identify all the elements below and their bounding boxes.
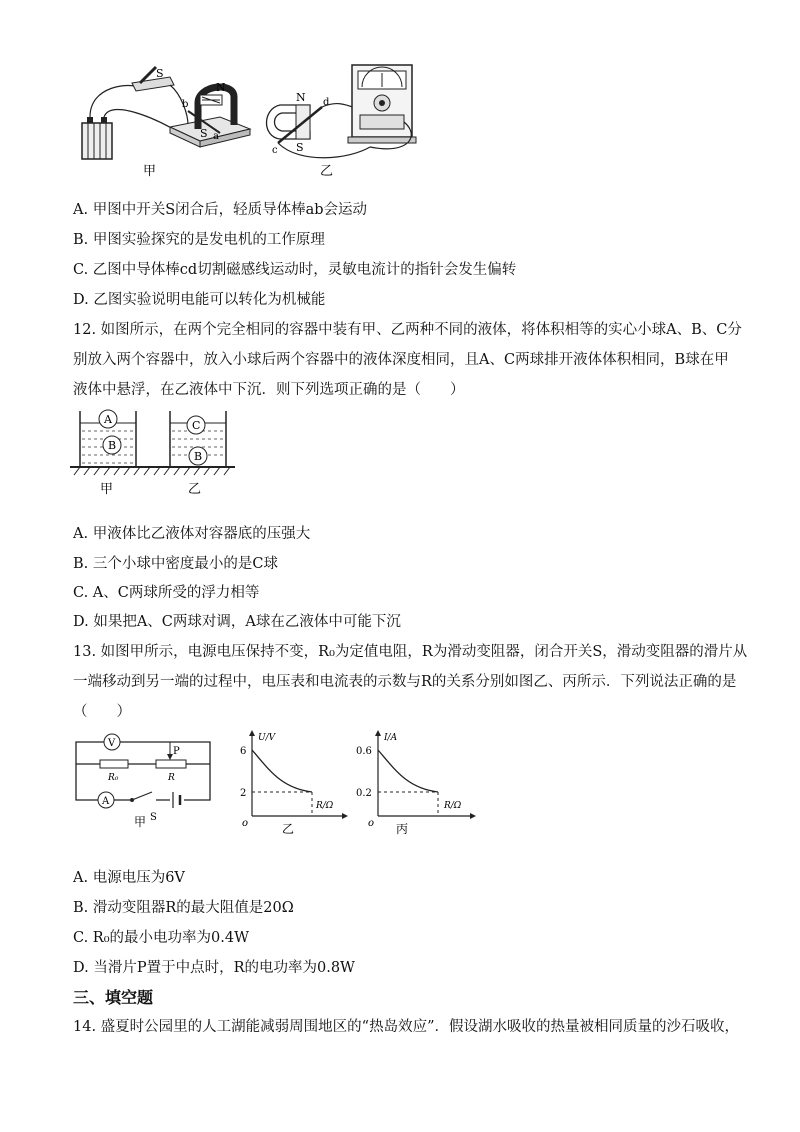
slider-p-label: P [173,746,180,757]
label-S-jia: S [156,67,164,80]
caption-jia: 甲 [143,164,157,179]
graph-yi-ylabel: U/V [258,733,276,743]
section-3-title: 三、填空题 [73,988,154,1007]
label-S-jia-2: S [200,127,208,140]
q12-stem-2: 别放入两个容器中，放入小球后两个容器中的液体深度相同，且A、C两球排开液体体积相同，B球在甲 [73,352,729,368]
q13-option-d: D. 当滑片P置于中点时，R的电功率为0.8W [73,960,355,976]
q11-option-b: B. 甲图实验探究的是发电机的工作原理 [73,232,325,248]
q13-graph-bing [352,728,482,836]
galvanometer-icon [348,65,416,143]
q13-stem-3: （ ） [73,704,131,720]
caption-jia-q12: 甲 [100,482,114,497]
q13-graph-yi [232,728,352,836]
q14-stem-1: 14. 盛夏时公园里的人工湖能减弱周围地区的“热岛效应”．假设湖水吸收的热量被相同质量的沙石吸收， [73,1019,739,1035]
graph-yi-tick-mid: 2 [240,788,247,799]
graph-yi-xlabel: R/Ω [316,801,334,811]
circuit-caption: 甲 [134,815,147,829]
q13-option-b: B. 滑动变阻器R的最大阻值是20Ω [73,900,294,916]
q11-option-d: D. 乙图实验说明电能可以转化为机械能 [73,292,326,308]
q13-stem-2: 一端移动到另一端的过程中，电压表和电流表的示数与R的关系分别如图乙、丙所示．下列说法正确的是 [73,674,737,690]
label-a: a [213,131,219,142]
q11-figure [70,55,430,180]
label-S-yi: S [296,141,304,154]
q12-figure [70,405,240,497]
graph-bing-tick-mid: 0.2 [356,788,372,799]
switch-s-icon [130,792,156,804]
q11-option-a: A. 甲图中开关S闭合后，轻质导体棒ab会运动 [73,202,368,218]
q12-option-b: B. 三个小球中密度最小的是C球 [73,556,278,572]
rheostat-r-label: R [168,773,175,783]
label-N-jia: N [216,81,226,94]
label-b: b [182,99,189,110]
graph-yi-caption: 乙 [282,822,295,836]
graph-bing-tick-top: 0.6 [356,746,372,757]
ball-c-label: C [192,419,201,432]
q12-stem-3: 液体中悬浮，在乙液体中下沉．则下列选项正确的是（ ） [73,382,465,398]
ammeter-label: A [102,796,110,807]
q13-option-a: A. 电源电压为6V [73,870,185,886]
battery-icon [170,792,184,808]
q12-stem-1: 12. 如图所示，在两个完全相同的容器中装有甲、乙两种不同的液体，将体积相等的实心小球A、B、C分 [73,322,742,338]
graph-yi-tick-top: 6 [240,746,247,757]
current-curve [378,750,438,792]
switch-icon [132,67,174,91]
q13-option-c: C. R₀的最小电功率为0.4W [73,930,249,946]
label-c: c [272,145,278,156]
r0-label: R₀ [108,773,119,783]
switch-s-label: S [150,812,157,823]
graph-bing-ylabel: I/A [384,733,398,743]
q13-circuit [70,730,220,830]
q12-option-d: D. 如果把A、C两球对调，A球在乙液体中可能下沉 [73,614,401,630]
q13-stem-1: 13. 如图甲所示，电源电压保持不变，R₀为定值电阻，R为滑动变阻器，闭合开关S，滑动变阻器的滑片从 [73,644,748,660]
caption-yi-q12: 乙 [188,482,202,497]
rheostat-icon [156,742,186,768]
graph-yi-origin: o [242,818,249,829]
ball-b-yi-label: B [194,450,203,463]
label-N-yi: N [296,91,306,104]
graph-bing-origin: o [368,818,375,829]
q12-option-a: A. 甲液体比乙液体对容器底的压强大 [73,526,311,542]
voltage-curve [252,750,312,792]
label-d: d [323,97,330,108]
ball-a-label: A [104,413,112,426]
voltmeter-label: V [108,738,116,749]
ball-b-jia-label: B [108,439,117,452]
resistor-r0-icon [100,760,128,768]
q11-option-c: C. 乙图中导体棒cd切割磁感线运动时，灵敏电流计的指针会发生偏转 [73,262,517,278]
caption-yi: 乙 [320,164,334,179]
q12-option-c: C. A、C两球所受的浮力相等 [73,585,260,601]
graph-bing-caption: 丙 [396,822,409,836]
battery-icon [82,117,112,159]
graph-bing-xlabel: R/Ω [444,801,462,811]
